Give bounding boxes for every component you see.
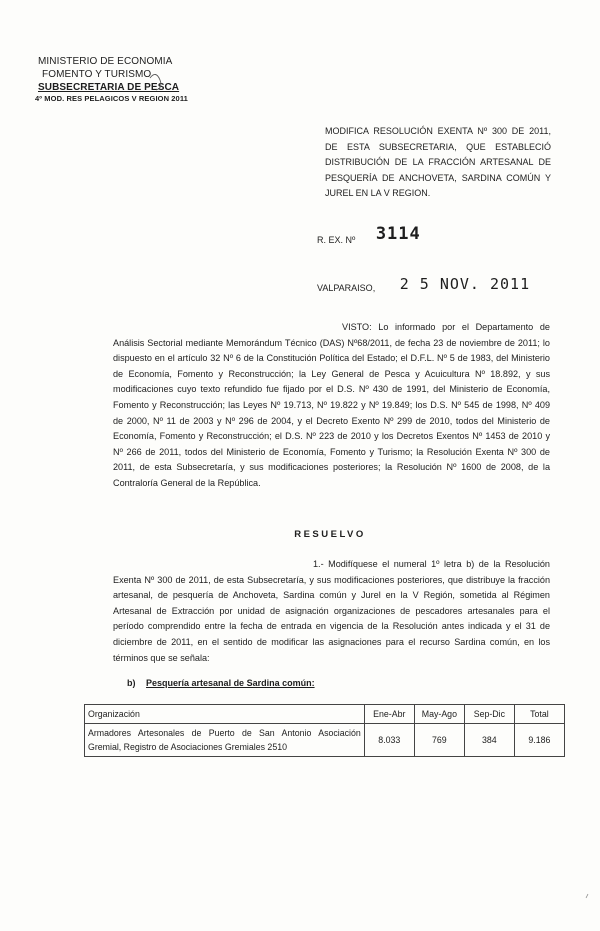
visto-paragraph: VISTO: Lo informado por el Departamento de Análisis Sectorial mediante Memorándum Técnico (DAS) Nº68/2011, de fecha 23 de noviembre de 2011; lo dispuesto en el artículo 32 Nº 6 de la Constitución Política del Estado; el D.F.L. Nº 5 de 1983, del Ministerio de Economía, Fomento y Reconstrucción; la Ley General de Pesca y Acuicultura Nº 18.892, y sus modificaciones cuyo texto refundido fue fijado por el D.S. Nº 430 de 1991, del Ministerio de Economía, Fomento y Reconstrucción; las Leyes Nº 19.713, Nº 19.822 y Nº 19.849; los D.S. Nº 545 de 1998, Nº 409 de 2000, Nº 11 de 2003 y Nº 296 de 2004, y el Decreto Exento Nº 299 de 2010, todos del Ministerio de Economía, Fomento y Reconstrucción; el D.S. Nº 223 de 2010 y los Decretos Exentos Nº 1453 de 2010 y Nº 266 de 2011, todos del Ministerio de Economía, Fomento y Turismo; la Resolución Exenta Nº 300 de 2011, de esta Subsecretaría, y sus modificaciones posteriores; la Resolución Nº 1600 de 2008, de la Contraloría General de la República. (113, 322, 550, 488)
resolution-subject: MODIFICA RESOLUCIÓN EXENTA Nº 300 DE 2011, DE ESTA SUBSECRETARIA, QUE ESTABLECIÓ DISTRIBUCIÓN DE LA FRACCIÓN ARTESANAL DE PESQUERÍA DE ANCHOVETA, SARDINA COMÚN Y JUREL EN LA V REGION. (325, 126, 551, 198)
subheading (127, 678, 315, 688)
header-may-ago: May-Ago (414, 705, 464, 724)
resolution-label: R. EX. Nº (317, 235, 356, 245)
place: VALPARAISO, (317, 283, 376, 293)
resolution-number-line (317, 224, 421, 248)
letterhead (35, 55, 188, 104)
header-sep-dic: Sep-Dic (464, 705, 514, 724)
place-date-line (317, 277, 530, 295)
cell-sep-dic: 384 (464, 724, 514, 757)
table-header-row (85, 705, 565, 724)
ministry-line-2: FOMENTO Y TURISMO (42, 69, 152, 80)
cell-organizacion: Armadores Artesonales de Puerto de San Antonio Asociación Gremial, Registro de Asociaciones Gremiales 2510 (85, 724, 365, 757)
header-ene-abr: Ene-Abr (364, 705, 414, 724)
ministry-line-1: MINISTERIO DE ECONOMIA (38, 56, 173, 67)
cell-ene-abr: 8.033 (364, 724, 414, 757)
cell-total: 9.186 (514, 724, 564, 757)
table-row (85, 724, 565, 757)
header-organizacion: Organización (85, 705, 365, 724)
resuelvo-heading: RESUELVO (294, 529, 366, 540)
date-stamp: 2 5 NOV. 2011 (399, 275, 531, 293)
subheading-letter: b) (127, 678, 136, 688)
header-total: Total (514, 705, 564, 724)
resolution-number: 3114 (375, 224, 421, 244)
article-1-paragraph: 1.- Modifíquese el numeral 1º letra b) de la Resolución Exenta Nº 300 de 2011, de esta Subsecretaría, y sus modificaciones posteriores, que distribuye la fracción artesanal, de pesquería de Anchoveta, Sardina común y Jurel en la V Región, sometida al Régimen Artesanal de Extracción por unidad de asignación organizaciones de pescadores artesanales para el período comprendido entre la fecha de entrada en vigencia de la Resolución antes indicada y el 31 de diciembre de 2011, en el sentido de modificar las asignaciones para el recurso Sardina común, en los términos que se señala: (113, 559, 550, 663)
subheading-title: Pesquería artesanal de Sardina común: (146, 678, 315, 688)
document-reference: 4º MOD. RES PELAGICOS V REGION 2011 (35, 94, 188, 103)
allocation-table (84, 704, 565, 757)
cell-may-ago: 769 (414, 724, 464, 757)
subsecretaria-name: SUBSECRETARIA DE PESCA (38, 82, 180, 93)
